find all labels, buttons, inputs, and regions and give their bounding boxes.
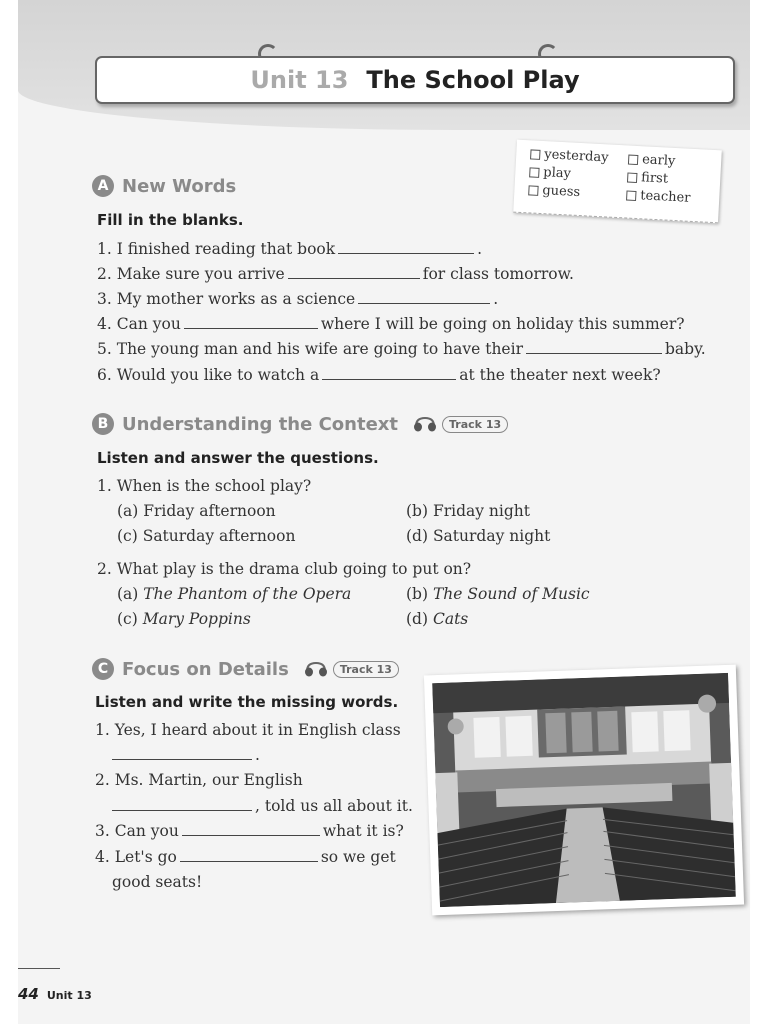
footer-rule [18, 968, 60, 969]
answer-option[interactable]: (d) Saturday night [406, 527, 551, 545]
section-c-instruction: Listen and write the missing words. [95, 693, 399, 711]
list-item: 4. Let's go so we get [95, 848, 396, 866]
list-item-continuation: good seats! [112, 873, 203, 891]
checkbox-icon [626, 190, 637, 201]
checkbox-icon [528, 185, 539, 196]
answer-blank[interactable] [526, 341, 662, 354]
word-bank-item: first [627, 170, 669, 187]
section-letter-badge: B [92, 413, 114, 435]
checkbox-icon [627, 172, 638, 183]
track-label: Track 13 [333, 661, 399, 678]
list-item: 6. Would you like to watch a at the theater next week? [97, 366, 661, 384]
word-bank-item: early [628, 152, 676, 169]
checkbox-icon [529, 167, 540, 178]
list-item: 3. Can you what it is? [95, 822, 404, 840]
answer-blank[interactable] [112, 747, 252, 760]
section-letter-badge: A [92, 175, 114, 197]
word-bank-item: teacher [626, 187, 691, 205]
word-bank-item: play [529, 164, 571, 181]
answer-option[interactable]: (d) Cats [406, 610, 469, 628]
answer-blank[interactable] [180, 849, 318, 862]
answer-option[interactable]: (b) Friday night [406, 502, 530, 520]
answer-blank[interactable] [182, 823, 320, 836]
answer-blank[interactable] [184, 316, 318, 329]
list-item-continuation: , told us all about it. [112, 797, 413, 815]
answer-option[interactable]: (a) Friday afternoon [117, 502, 276, 520]
list-item: 2. Ms. Martin, our English [95, 771, 303, 789]
auditorium-image [432, 673, 736, 907]
section-b-heading: B Understanding the Context Track 13 [92, 413, 508, 435]
unit-label: Unit 13 [250, 66, 349, 94]
answer-option[interactable]: (b) The Sound of Music [406, 585, 590, 603]
word-bank [513, 140, 722, 224]
section-c-heading: C Focus on Details Track 13 [92, 658, 399, 680]
list-item: 5. The young man and his wife are going to have their baby. [97, 340, 706, 358]
headphones-icon [412, 416, 438, 432]
word-bank-item: guess [528, 182, 580, 200]
answer-option[interactable]: (a) The Phantom of the Opera [117, 585, 352, 603]
list-item: 1. I finished reading that book . [97, 240, 483, 258]
answer-option[interactable]: (c) Saturday afternoon [117, 527, 296, 545]
word-bank-item: yesterday [530, 146, 609, 165]
page-footer [18, 985, 92, 1003]
checkbox-icon [530, 149, 541, 160]
answer-option[interactable]: (c) Mary Poppins [117, 610, 251, 628]
list-item: 3. My mother works as a science . [97, 290, 499, 308]
page-title [95, 56, 735, 104]
checkbox-icon [628, 154, 639, 165]
track-label: Track 13 [442, 416, 508, 433]
section-b-instruction: Listen and answer the questions. [97, 449, 379, 467]
list-item: 4. Can you where I will be going on holiday this summer? [97, 315, 685, 333]
audio-track[interactable] [412, 416, 508, 433]
page-number: 44 [18, 985, 39, 1003]
section-letter-badge: C [92, 658, 114, 680]
auditorium-photo [424, 665, 744, 916]
question-1: 1. When is the school play? [97, 477, 312, 495]
answer-blank[interactable] [322, 367, 456, 380]
answer-blank[interactable] [338, 241, 474, 254]
lesson-title: The School Play [366, 66, 580, 94]
section-a-instruction: Fill in the blanks. [97, 211, 244, 229]
audio-track[interactable] [303, 661, 399, 678]
headphones-icon [303, 661, 329, 677]
answer-blank[interactable] [288, 266, 420, 279]
list-item-continuation: . [112, 746, 260, 764]
question-2: 2. What play is the drama club going to put on? [97, 560, 472, 578]
list-item: 2. Make sure you arrive for class tomorrow. [97, 265, 574, 283]
section-a-heading: A New Words [92, 175, 236, 197]
footer-unit: Unit 13 [46, 989, 92, 1002]
answer-blank[interactable] [112, 798, 252, 811]
list-item: 1. Yes, I heard about it in English class [95, 721, 401, 739]
answer-blank[interactable] [358, 291, 490, 304]
